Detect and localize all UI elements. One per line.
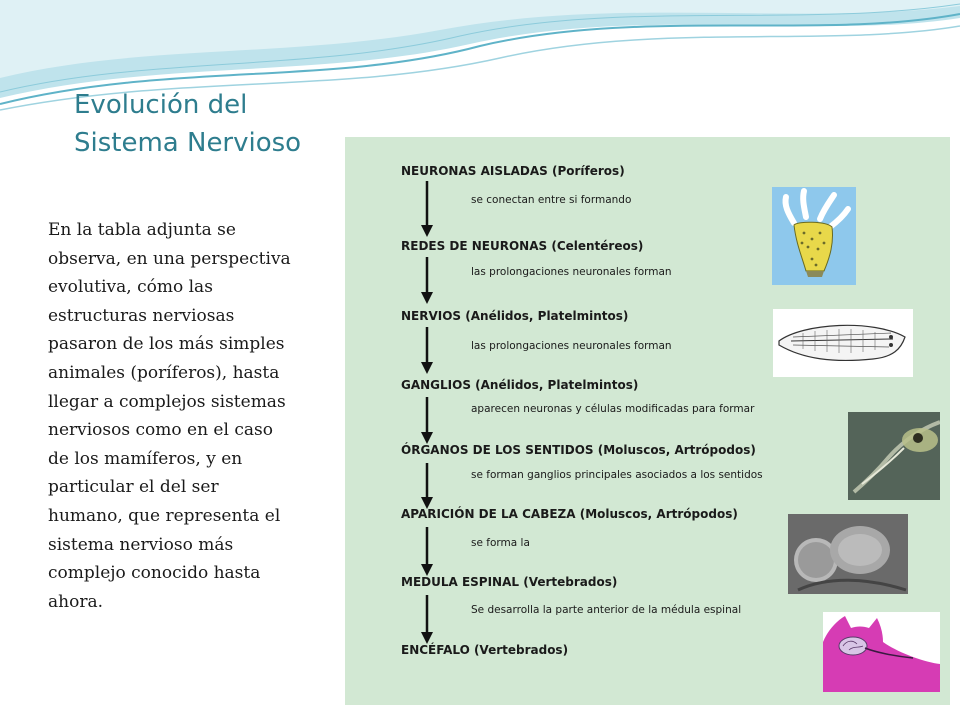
body-line: pasaron de los más simples	[48, 334, 285, 355]
title-line: Evolución del	[74, 90, 248, 120]
step-brain: ENCÉFALO (Vertebrados)	[401, 643, 569, 657]
connector-text: las prolongaciones neuronales forman	[471, 266, 672, 278]
connector-text: Se desarrolla la parte anterior de la médula espinal	[471, 604, 742, 616]
connector-text: las prolongaciones neuronales forman	[471, 340, 672, 352]
connector-text: se forma la	[471, 537, 530, 549]
body-line: evolutiva, cómo las	[48, 277, 213, 298]
flatworm-illustration	[773, 309, 913, 377]
body-paragraph	[48, 216, 338, 616]
step-head: APARICIÓN DE LA CABEZA (Moluscos, Artrópodos)	[401, 507, 738, 521]
step-ganglia: GANGLIOS (Anélidos, Platelmintos)	[401, 378, 639, 392]
step-isolated-neurons: NEURONAS AISLADAS (Poríferos)	[401, 164, 625, 178]
body-line: En la tabla adjunta se	[48, 220, 236, 240]
connector-text: se forman ganglios principales asociados a los sentidos	[471, 469, 763, 481]
step-spinal-cord: MEDULA ESPINAL (Vertebrados)	[401, 575, 618, 589]
body-line: llegar a complejos sistemas	[48, 391, 286, 412]
hydra-illustration	[772, 187, 856, 285]
body-line: sistema nervioso más	[48, 534, 234, 555]
body-line: nerviosos como en el caso	[48, 420, 273, 441]
body-line: complejo conocido hasta	[48, 563, 261, 584]
connector-text: aparecen neuronas y células modificadas para formar	[471, 403, 755, 415]
step-nerves: NERVIOS (Anélidos, Platelmintos)	[401, 309, 629, 323]
body-line: de los mamíferos, y en	[48, 448, 243, 469]
body-line: ahora.	[48, 591, 103, 612]
cat-brain-illustration	[823, 612, 940, 692]
body-line: particular el del ser	[48, 477, 219, 498]
title-line: Sistema Nervioso	[74, 128, 302, 158]
body-line: observa, en una perspectiva	[48, 248, 291, 269]
step-neuron-networks: REDES DE NEURONAS (Celentéreos)	[401, 239, 644, 253]
step-sense-organs: ÓRGANOS DE LOS SENTIDOS (Moluscos, Artrópodos)	[401, 443, 756, 457]
evolution-diagram-panel	[345, 137, 950, 705]
slide-title	[74, 86, 354, 162]
body-line: humano, que representa el	[48, 505, 281, 526]
squid-photo	[848, 412, 940, 500]
connector-text: se conectan entre si formando	[471, 194, 632, 206]
body-line: estructuras nerviosas	[48, 305, 235, 326]
body-line: animales (poríferos), hasta	[48, 362, 280, 383]
insect-head-micrograph	[788, 514, 908, 594]
